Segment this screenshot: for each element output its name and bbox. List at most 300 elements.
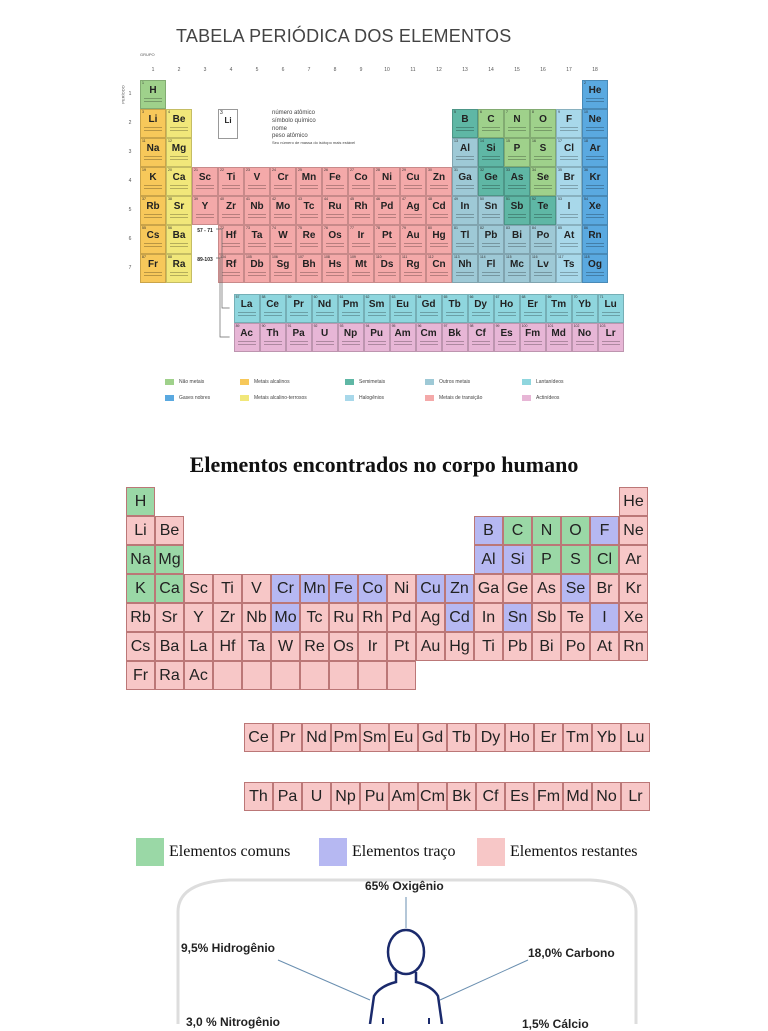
- element-number: 89: [235, 324, 240, 328]
- element-number: 84: [532, 226, 536, 230]
- element-symbol: Br: [563, 172, 575, 183]
- element-number: 72: [220, 226, 224, 230]
- element-symbol: Fm: [525, 328, 541, 339]
- group-header: 17: [566, 67, 572, 73]
- element-number: 24: [272, 168, 276, 172]
- element-number: 33: [506, 168, 510, 172]
- element-number: 101: [547, 324, 554, 328]
- body-element-cell: Pb: [503, 632, 532, 661]
- element-symbol: Au: [406, 230, 420, 241]
- element-symbol: Mo: [275, 201, 291, 212]
- element-symbol: Tc: [303, 201, 315, 212]
- element-number: 13: [454, 139, 458, 143]
- body-element-cell: Po: [561, 632, 590, 661]
- element-symbol: Cm: [420, 328, 437, 339]
- element-number: 14: [480, 139, 484, 143]
- periodic-table-title: TABELA PERIÓDICA DOS ELEMENTOS: [176, 26, 512, 46]
- body-element-cell: Au: [416, 632, 445, 661]
- element-symbol: Be: [172, 114, 186, 125]
- body-legend-swatch: [319, 838, 347, 866]
- element-symbol: Gd: [421, 299, 436, 310]
- element-number: 91: [287, 324, 292, 328]
- element-number: 37: [142, 197, 146, 201]
- body-element-cell: Fr: [126, 661, 155, 690]
- element-symbol: Eu: [396, 299, 409, 310]
- period-header: 3: [128, 149, 132, 155]
- period-header: 7: [128, 265, 132, 271]
- element-number: 43: [298, 197, 302, 201]
- body-element-cell: Na: [126, 545, 155, 574]
- body-element-cell: Si: [503, 545, 532, 574]
- element-symbol: Ti: [226, 172, 236, 183]
- element-symbol: Am: [394, 328, 411, 339]
- human-body-title: Elementos encontrados no corpo humano: [189, 452, 579, 477]
- element-number: 16: [532, 139, 536, 143]
- legend-swatch: [240, 379, 249, 385]
- element-symbol: Hs: [328, 259, 342, 270]
- element-number: 9: [558, 110, 560, 114]
- element-number: 78: [376, 226, 380, 230]
- element-symbol: B: [461, 114, 469, 125]
- body-legend-label: Elementos comuns: [169, 843, 291, 860]
- element-symbol: I: [567, 201, 571, 212]
- group-header-word: GRUPO: [140, 52, 155, 57]
- element-number: 82: [480, 226, 484, 230]
- element-number: 27: [350, 168, 354, 172]
- body-element-cell: Cr: [271, 574, 300, 603]
- body-element-cell: S: [561, 545, 590, 574]
- element-symbol: Ta: [251, 230, 263, 241]
- element-symbol: Rf: [225, 259, 237, 270]
- element-number: 49: [454, 197, 458, 201]
- element-number: 111: [402, 255, 408, 259]
- element-number: 61: [339, 295, 344, 299]
- body-element-cell: Br: [590, 574, 619, 603]
- legend-label: Metais alcalino-terrosos: [254, 395, 307, 401]
- element-number: 26: [324, 168, 328, 172]
- element-symbol: Sb: [510, 201, 524, 212]
- element-symbol: F: [565, 114, 573, 125]
- legend-swatch: [165, 395, 174, 401]
- body-element-cell: As: [532, 574, 561, 603]
- key-symbol: Li: [224, 116, 232, 125]
- body-legend-swatch: [136, 838, 164, 866]
- element-number: 86: [584, 226, 588, 230]
- element-number: 52: [532, 197, 536, 201]
- element-symbol: Hg: [432, 230, 446, 241]
- series-reference: 89-103: [197, 257, 213, 263]
- body-element-cell: Md: [563, 782, 592, 811]
- element-symbol: Ir: [357, 230, 365, 241]
- element-number: 102: [573, 324, 580, 328]
- legend-label: Metais alcalinos: [254, 379, 290, 385]
- body-element-cell: Ta: [242, 632, 271, 661]
- element-symbol: Rh: [354, 201, 368, 212]
- body-element-cell: Ho: [505, 723, 534, 752]
- element-symbol: Y: [201, 201, 209, 212]
- element-symbol: Mg: [171, 143, 187, 154]
- body-element-cell: Sm: [360, 723, 389, 752]
- body-element-cell: In: [474, 603, 503, 632]
- element-number: 15: [506, 139, 510, 143]
- body-element-cell: Xe: [619, 603, 648, 632]
- element-symbol: Rn: [588, 230, 602, 241]
- body-element-cell: Rb: [126, 603, 155, 632]
- legend-swatch: [425, 395, 434, 401]
- element-symbol: Db: [250, 259, 264, 270]
- series-reference: 57 - 71: [197, 228, 213, 234]
- periodic-table: [118, 52, 617, 339]
- element-number: 76: [324, 226, 328, 230]
- body-element-cell: Cl: [590, 545, 619, 574]
- body-element-cell: Ne: [619, 516, 648, 545]
- element-symbol: Ho: [499, 299, 514, 310]
- body-element-cell: Ga: [474, 574, 503, 603]
- element-symbol: Dy: [474, 299, 487, 310]
- body-element-cell: Fm: [534, 782, 563, 811]
- element-number: 117: [558, 255, 564, 259]
- element-symbol: Pa: [292, 328, 305, 339]
- element-number: 73: [246, 226, 250, 230]
- element-symbol: Nh: [458, 259, 472, 270]
- label-calcium: 1,5% Cálcio: [522, 1017, 589, 1031]
- body-element-cell: Hg: [445, 632, 474, 661]
- body-element-cell: [271, 661, 300, 690]
- body-element-cell: I: [590, 603, 619, 632]
- element-number: 2: [584, 81, 586, 85]
- element-symbol: Li: [148, 114, 158, 125]
- element-number: 70: [573, 295, 578, 299]
- legend-swatch: [522, 395, 531, 401]
- body-element-cell: Cs: [126, 632, 155, 661]
- body-legend-swatch: [477, 838, 505, 866]
- body-element-cell: Mo: [271, 603, 300, 632]
- body-element-cell: Se: [561, 574, 590, 603]
- element-symbol: Cn: [432, 259, 446, 270]
- element-symbol: As: [510, 172, 524, 183]
- group-header: 1: [151, 67, 155, 73]
- element-symbol: He: [588, 85, 602, 96]
- element-symbol: Ge: [484, 172, 498, 183]
- element-number: 110: [376, 255, 382, 259]
- period-header: 2: [128, 120, 132, 126]
- element-number: 75: [298, 226, 302, 230]
- body-element-cell: [358, 661, 387, 690]
- element-symbol: U: [320, 328, 329, 339]
- legend-label: Gases nobres: [179, 395, 211, 401]
- element-number: 11: [142, 139, 146, 143]
- element-symbol: Md: [551, 328, 566, 339]
- element-symbol: Na: [146, 143, 160, 154]
- element-number: 103: [599, 324, 606, 328]
- body-element-cell: Ac: [184, 661, 213, 690]
- body-element-cell: Cd: [445, 603, 474, 632]
- element-number: 48: [428, 197, 432, 201]
- element-symbol: Yb: [578, 299, 591, 310]
- legend-swatch: [345, 379, 354, 385]
- element-symbol: Er: [527, 299, 538, 310]
- body-element-cell: La: [184, 632, 213, 661]
- body-element-cell: Th: [244, 782, 273, 811]
- body-element-cell: O: [561, 516, 590, 545]
- element-symbol: Sm: [368, 299, 385, 310]
- element-number: 18: [584, 139, 588, 143]
- element-number: 25: [298, 168, 302, 172]
- element-symbol: Mn: [301, 172, 317, 183]
- element-number: 63: [391, 295, 396, 299]
- element-symbol: Ga: [458, 172, 472, 183]
- body-element-cell: Pr: [273, 723, 302, 752]
- element-number: 74: [272, 226, 276, 230]
- body-element-cell: Ti: [474, 632, 503, 661]
- element-number: 45: [350, 197, 354, 201]
- element-number: 46: [376, 197, 380, 201]
- element-symbol: Po: [536, 230, 550, 241]
- element-number: 81: [454, 226, 458, 230]
- element-symbol: Zn: [432, 172, 446, 183]
- element-number: 62: [365, 295, 370, 299]
- element-symbol: Pu: [370, 328, 383, 339]
- f-block-connector: [118, 52, 612, 362]
- element-number: 21: [194, 168, 198, 172]
- element-symbol: Ag: [406, 201, 420, 212]
- group-header: 11: [410, 67, 416, 73]
- element-number: 69: [547, 295, 552, 299]
- human-silhouette-icon: [370, 930, 442, 1024]
- label-carbon: 18,0% Carbono: [528, 946, 615, 960]
- element-number: 68: [521, 295, 526, 299]
- group-header: 2: [177, 67, 181, 73]
- body-element-cell: Kr: [619, 574, 648, 603]
- body-element-cell: Zr: [213, 603, 242, 632]
- body-element-cell: Sr: [155, 603, 184, 632]
- element-number: 40: [220, 197, 224, 201]
- body-element-cell: Pt: [387, 632, 416, 661]
- body-element-cell: Te: [561, 603, 590, 632]
- element-number: 115: [506, 255, 512, 259]
- element-number: 71: [599, 295, 604, 299]
- key-label-symbol: símbolo químico: [272, 118, 316, 124]
- body-element-cell: Be: [155, 516, 184, 545]
- element-symbol: Bh: [302, 259, 316, 270]
- element-symbol: Ts: [563, 259, 575, 270]
- body-element-cell: Ru: [329, 603, 358, 632]
- element-number: 65: [443, 295, 448, 299]
- element-symbol: Si: [486, 143, 496, 154]
- element-symbol: Pb: [484, 230, 498, 241]
- element-number: 104: [220, 255, 226, 259]
- element-symbol: V: [253, 172, 261, 183]
- element-number: 113: [454, 255, 460, 259]
- body-element-cell: B: [474, 516, 503, 545]
- element-number: 28: [376, 168, 380, 172]
- body-element-cell: Ba: [155, 632, 184, 661]
- element-number: 22: [220, 168, 224, 172]
- element-symbol: Fr: [148, 259, 158, 270]
- element-number: 105: [246, 255, 252, 259]
- element-number: 41: [246, 197, 250, 201]
- element-number: 30: [428, 168, 432, 172]
- body-element-cell: Sb: [532, 603, 561, 632]
- element-number: 58: [261, 295, 266, 299]
- body-element-cell: Ce: [244, 723, 273, 752]
- element-symbol: Pm: [342, 299, 359, 310]
- element-symbol: Pr: [293, 299, 304, 310]
- label-oxygen: 65% Oxigênio: [365, 879, 444, 893]
- body-element-cell: At: [590, 632, 619, 661]
- label-nitrogen: 3,0 % Nitrogênio: [186, 1015, 281, 1029]
- group-header: 9: [359, 67, 363, 73]
- body-element-cell: Eu: [389, 723, 418, 752]
- key-label-number: número atômico: [272, 110, 316, 116]
- element-number: 106: [272, 255, 278, 259]
- element-symbol: W: [278, 230, 288, 241]
- body-element-cell: Er: [534, 723, 563, 752]
- element-number: 96: [417, 324, 422, 328]
- element-number: 17: [558, 139, 562, 143]
- element-symbol: Cf: [475, 328, 486, 339]
- element-number: 44: [324, 197, 328, 201]
- body-element-cell: Os: [329, 632, 358, 661]
- label-hydrogen: 9,5% Hidrogênio: [181, 941, 276, 955]
- body-legend-label: Elementos traço: [352, 843, 456, 860]
- element-symbol: Mt: [355, 259, 367, 270]
- element-symbol: Co: [354, 172, 368, 183]
- element-number: 100: [521, 324, 528, 328]
- body-element-cell: [242, 661, 271, 690]
- element-number: 5: [454, 110, 456, 114]
- body-element-cell: Tc: [300, 603, 329, 632]
- element-number: 109: [350, 255, 356, 259]
- element-number: 67: [495, 295, 500, 299]
- element-symbol: Tm: [551, 299, 567, 310]
- period-header-word: PERÍODO: [120, 85, 126, 104]
- element-symbol: Ds: [380, 259, 394, 270]
- element-number: 88: [168, 255, 172, 259]
- body-element-cell: Es: [505, 782, 534, 811]
- element-symbol: Al: [460, 143, 470, 154]
- element-number: 35: [558, 168, 562, 172]
- element-symbol: Lv: [537, 259, 549, 270]
- element-symbol: At: [563, 230, 575, 241]
- element-number: 66: [469, 295, 474, 299]
- element-number: 112: [428, 255, 434, 259]
- element-number: 8: [532, 110, 534, 114]
- body-element-cell: Np: [331, 782, 360, 811]
- element-symbol: Ru: [328, 201, 342, 212]
- body-element-cell: He: [619, 487, 648, 516]
- element-number: 38: [168, 197, 172, 201]
- body-element-cell: Dy: [476, 723, 505, 752]
- element-number: 114: [480, 255, 486, 259]
- body-element-cell: C: [503, 516, 532, 545]
- element-symbol: Tl: [460, 230, 470, 241]
- element-number: 36: [584, 168, 588, 172]
- element-symbol: Ni: [382, 172, 392, 183]
- body-element-cell: Tb: [447, 723, 476, 752]
- body-element-cell: No: [592, 782, 621, 811]
- body-element-cell: Pa: [273, 782, 302, 811]
- legend-swatch: [165, 379, 174, 385]
- element-symbol: Kr: [589, 172, 601, 183]
- body-element-cell: Zn: [445, 574, 474, 603]
- group-header: 10: [384, 67, 390, 73]
- element-number: 19: [142, 168, 146, 172]
- body-element-cell: Bi: [532, 632, 561, 661]
- element-symbol: Bk: [448, 328, 461, 339]
- body-element-cell: Re: [300, 632, 329, 661]
- key-label-name: nome: [272, 126, 288, 132]
- element-symbol: La: [240, 299, 253, 310]
- element-symbol: Xe: [588, 201, 602, 212]
- element-symbol: Pd: [380, 201, 394, 212]
- body-element-cell: Pd: [387, 603, 416, 632]
- element-number: 51: [506, 197, 510, 201]
- element-symbol: Ne: [588, 114, 602, 125]
- element-number: 108: [324, 255, 330, 259]
- group-header: 3: [203, 67, 207, 73]
- body-element-cell: [300, 661, 329, 690]
- legend-swatch: [345, 395, 354, 401]
- body-element-cell: N: [532, 516, 561, 545]
- element-symbol: Nb: [250, 201, 264, 212]
- body-element-cell: Bk: [447, 782, 476, 811]
- element-symbol: C: [487, 114, 495, 125]
- element-symbol: Ba: [172, 230, 186, 241]
- element-symbol: Ce: [266, 299, 279, 310]
- group-header: 12: [436, 67, 442, 73]
- body-element-cell: H: [126, 487, 155, 516]
- element-symbol: Ca: [172, 172, 186, 183]
- group-header: 16: [540, 67, 546, 73]
- legend-label: Actinídeos: [536, 395, 560, 401]
- element-number: 92: [313, 324, 318, 328]
- body-element-cell: Lu: [621, 723, 650, 752]
- body-element-cell: Ra: [155, 661, 184, 690]
- element-symbol: Se: [536, 172, 550, 183]
- element-number: 87: [142, 255, 146, 259]
- element-symbol: Mc: [510, 259, 524, 270]
- element-symbol: Pt: [382, 230, 392, 241]
- body-element-cell: Nb: [242, 603, 271, 632]
- body-element-cell: Li: [126, 516, 155, 545]
- element-symbol: Cl: [564, 143, 574, 154]
- element-number: 118: [584, 255, 590, 259]
- legend-label: Não metais: [179, 379, 205, 385]
- element-symbol: Fe: [329, 172, 341, 183]
- body-element-cell: Pu: [360, 782, 389, 811]
- body-element-cell: Ir: [358, 632, 387, 661]
- element-number: 94: [365, 324, 370, 328]
- element-symbol: In: [460, 201, 470, 212]
- body-element-cell: Cm: [418, 782, 447, 811]
- period-header: 5: [128, 207, 132, 213]
- body-element-cell: Fe: [329, 574, 358, 603]
- body-element-cell: Rh: [358, 603, 387, 632]
- element-symbol: Lu: [604, 299, 617, 310]
- element-symbol: Sn: [484, 201, 498, 212]
- element-symbol: No: [577, 328, 592, 339]
- element-number: 54: [584, 197, 588, 201]
- element-symbol: Re: [302, 230, 316, 241]
- group-header: 7: [307, 67, 311, 73]
- body-element-cell: [329, 661, 358, 690]
- element-number: 1: [142, 81, 144, 85]
- element-number: 32: [480, 168, 484, 172]
- legend-swatch: [522, 379, 531, 385]
- element-symbol: Nd: [317, 299, 332, 310]
- body-element-cell: Ca: [155, 574, 184, 603]
